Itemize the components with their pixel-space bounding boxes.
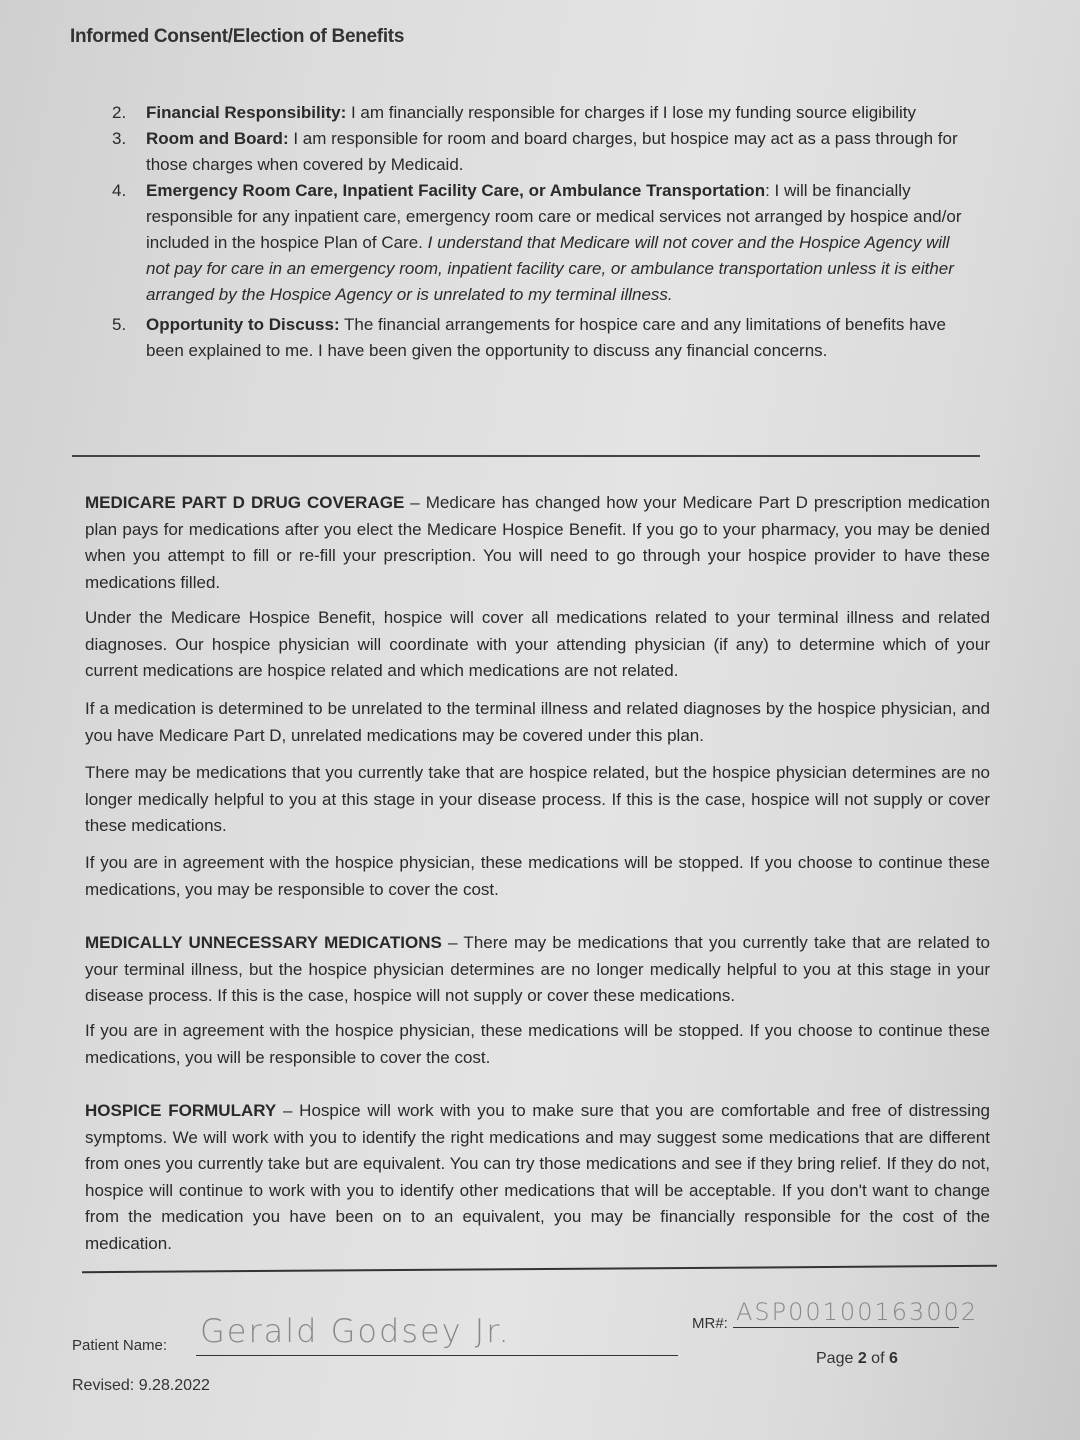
list-heading: Financial Responsibility: [146,103,347,122]
unnecessary-text: – There may be medications that you currently take that are related to your terminal illness, but the hospice physician determines are no longer medically helpful to you at this stage in your disease process. If this is the case, hospice will not supply or cover these medications. [85,933,991,1005]
list-number: 2. [112,103,127,122]
page-number [816,1350,898,1368]
formulary-heading: HOSPICE FORMULARY [85,1101,277,1120]
patient-name-line [196,1355,678,1356]
list-heading: Emergency Room Care, Inpatient Facility Care, or Ambulance Transportation [146,181,766,200]
list-italic-text: I understand that Medicare will not cover and the Hospice Agency will not pay for care in an emergency room, inpatient facility care, or ambulance transportation unless it is either arranged by the Hospice Agency or is unrelated to my terminal illness. [146,233,954,304]
unnecessary-paragraph-1 [85,930,990,1010]
unnecessary-heading: MEDICALLY UNNECESSARY MEDICATIONS [85,933,442,952]
part-d-text: – Medicare has changed how your Medicare Part D prescription medication plan pays for medications after you elect the Medicare Hospice Benefit. If you go to your pharmacy, you may be denied when you attempt to fill or re-fill your prescription. You will need to go through your hospice provider to have these medications filled. [85,493,991,592]
list-text: I am financially responsible for charges if I lose my funding source eligibility [346,103,917,122]
footer-divider [82,1265,997,1273]
unnecessary-paragraph-2: If you are in agreement with the hospice physician, these medications will be stopped. If you choose to continue these medications, you will be responsible to cover the cost. [85,1021,990,1067]
page-current: 2 [857,1350,867,1367]
numbered-list [112,100,972,364]
formulary-paragraph [85,1098,990,1257]
list-number: 4. [112,181,127,200]
list-item [112,100,972,126]
page-prefix: Page [816,1350,858,1367]
list-item [112,312,972,364]
list-heading: Opportunity to Discuss: [146,315,340,334]
list-text: The financial arrangements for hospice care and any limitations of benefits have been explained to me. I have been given the opportunity to discuss any financial concerns. [146,315,946,360]
part-d-paragraph-4: There may be medications that you currently take that are hospice related, but the hospice physician determines are no longer medically helpful to you at this stage in your disease process. If this is the case, hospice will not supply or cover these medications. [85,763,990,835]
part-d-paragraph-3: If a medication is determined to be unrelated to the terminal illness and related diagnoses by the hospice physician, and you have Medicare Part D, unrelated medications may be covered under this plan. [85,699,990,745]
section-divider [72,455,980,457]
part-d-heading: MEDICARE PART D DRUG COVERAGE [85,493,405,512]
formulary-text: – Hospice will work with you to make sure that you are comfortable and free of distressing symptoms. We will work with you to identify the right medications and may suggest some medications that are different from ones you currently take but are equivalent. You can try those medications and see if they bring relief. If they do not, hospice will continue to work with you to identify other medications that will be acceptable. If you don't want to change from the medication you have been on to an equivalent, you may be financially responsible for the cost of the medication. [85,1101,990,1253]
list-heading: Room and Board: [146,129,289,148]
list-text: I am responsible for room and board charges, but hospice may act as a pass through for those charges when covered by Medicaid. [146,129,958,174]
list-text: : I will be financially responsible for any inpatient care, emergency room care or medical services not arranged by hospice and/or included in the hospice Plan of Care. [146,181,962,252]
list-number: 5. [112,315,127,334]
part-d-paragraph-5: If you are in agreement with the hospice physician, these medications will be stopped. If you choose to continue these medications, you may be responsible to cover the cost. [85,853,990,899]
mr-handwritten: ASP00100163002 [736,1298,979,1326]
list-item [112,178,972,308]
page-mid: of [866,1350,889,1367]
mr-label: MR#: [692,1315,728,1332]
part-d-paragraph-2: Under the Medicare Hospice Benefit, hospice will cover all medications related to your terminal illness and related diagnoses. Our hospice physician will coordinate with your attending physician (if any) to determine which of your current medications are hospice related and which medications are not related. [85,608,990,680]
patient-name-label: Patient Name: [72,1337,168,1354]
document-title: Informed Consent/Election of Benefits [70,26,405,47]
list-item [112,126,972,178]
page-total: 6 [888,1350,898,1367]
part-d-paragraph-1 [85,490,990,596]
mr-line [733,1327,959,1328]
list-number: 3. [112,129,127,148]
patient-name-handwritten: Gerald Godsey Jr. [200,1312,511,1350]
revised-date: Revised: 9.28.2022 [72,1377,210,1394]
